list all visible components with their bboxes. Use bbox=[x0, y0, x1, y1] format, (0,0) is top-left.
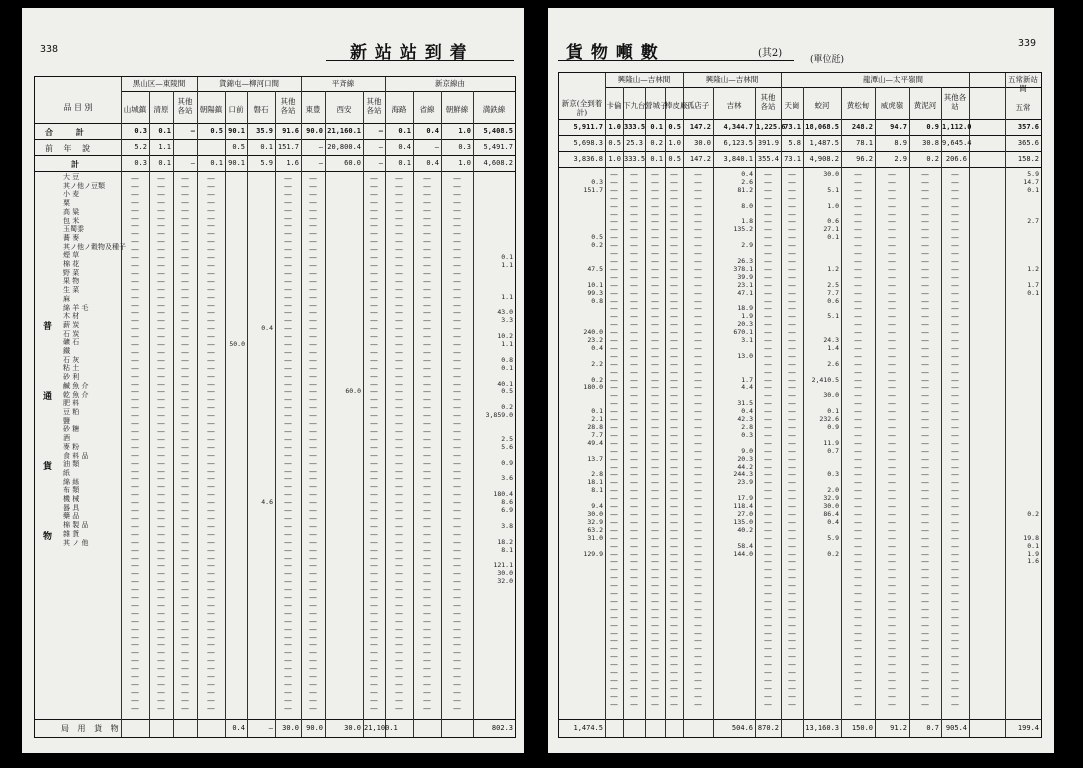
table-cell: 0.1 bbox=[158, 159, 171, 167]
table-cell: — bbox=[318, 143, 323, 151]
group-header: 平斉線 bbox=[331, 79, 355, 88]
table-cell: 1,225.6 bbox=[756, 123, 786, 131]
column-header: 營城子 bbox=[645, 101, 668, 110]
column-header: 朝陽鎮 bbox=[199, 105, 223, 114]
dash-column: — — — — — — — — — — — — — — — — — — — — — — — — — — — — — — — — — — — — — — — — — — — — — — — — — — — — — — — — — — — — — — — — — — — — bbox=[951, 170, 959, 709]
table-cell: — bbox=[434, 143, 439, 151]
table-cell: 91.6 bbox=[282, 127, 299, 135]
table-cell: 355.4 bbox=[757, 155, 779, 163]
column-header: 下九台 bbox=[623, 101, 646, 110]
group-header: 貨錦屯—柳河口間 bbox=[219, 79, 279, 88]
dash-column: — — — — — — — — — — — — — — — — — — — — — — — — — — — — — — — — — — — — — — — — — — — — — — — — — — — — — — — — — — — — — — — — — — — — bbox=[423, 174, 431, 713]
table-cell: 4,608.2 bbox=[483, 159, 513, 167]
table-cell: 1.6 bbox=[286, 159, 299, 167]
dash-column: — — — — — — — — — — — — — — — — — — — — — — — — — — — — — — — — — — — — — — — — — — — — — — — — — — — — — — — — — — — — — — — — — — — — bbox=[370, 174, 378, 713]
table-cell: 0.1 bbox=[650, 155, 663, 163]
column-header: 蛟河 bbox=[814, 101, 830, 110]
col-rule bbox=[473, 91, 474, 737]
table-cell: 0.1 bbox=[210, 159, 223, 167]
table-cell: 158.2 bbox=[1017, 155, 1039, 163]
table-cell: 9,645.4 bbox=[942, 139, 972, 147]
table-cell: 25.3 bbox=[626, 139, 643, 147]
table-cell: 94.7 bbox=[890, 123, 907, 131]
kouga-column: 30.0 5.1 1.0 0.6 27.1 0.1 1.2 2.5 7.7 0.6 5.1 24.3 1.4 2.6 2,410.5 30.0 0.1 232.6 0.9 11.9 0.7 0.3 2.0 32.9 30.0 86.4 0.4 5.9 0.2 bbox=[811, 170, 839, 558]
table-cell: 73.1 bbox=[784, 155, 801, 163]
table-cell: 1.0 bbox=[608, 155, 621, 163]
table-cell: 147.2 bbox=[689, 123, 711, 131]
left-table bbox=[34, 76, 516, 738]
dash-column: — — — — — — — — — — — — — — — — — — — — — — — — — — — — — — — — — — — — — — — — — — — — — — — — — — — — — — — — — — — — — — — — — — — — bbox=[694, 170, 702, 709]
stub-header: 品 目 別 bbox=[63, 103, 93, 112]
table-cell: 5,408.5 bbox=[483, 127, 513, 135]
table-cell: 30.0 bbox=[694, 139, 711, 147]
dash-column: — — — — — — — — — — — — — — — — — — — — — — — — — — — — — — — — — — — — — — — — — — — — — — — — — — — — — — — — — — — — — — — — — — — — bbox=[764, 170, 772, 709]
table-cell: 5,491.7 bbox=[483, 143, 513, 151]
bottom-cell: 905.4 bbox=[945, 724, 967, 732]
table-cell: — bbox=[190, 159, 195, 167]
dash-column: — — — — — — — — — — — — — — — — — — — — — — — — — — — — — — — — — — — — — — — — — — — — — — — — — — — — — — — — — — — — — — — — — — — — bbox=[453, 174, 461, 713]
gojo-column: 5.9 14.7 0.1 2.7 1.2 1.7 0.1 0.2 19.8 0.1 1.9 1.6 bbox=[1023, 170, 1039, 566]
side-category-label: 貨 bbox=[43, 462, 53, 472]
column-header: 其他各站 bbox=[280, 97, 296, 115]
bottom-cell: 30.0 bbox=[282, 724, 299, 732]
table-cell: 78.1 bbox=[856, 139, 873, 147]
table-cell: 21,160.1 bbox=[327, 127, 361, 135]
right-page bbox=[548, 8, 1054, 753]
column-header: 黄泥河 bbox=[913, 101, 937, 110]
table-cell: 4,344.7 bbox=[723, 123, 753, 131]
column-header: 黄松甸 bbox=[846, 101, 870, 110]
table-cell: 0.5 bbox=[668, 155, 681, 163]
table-cell: 0.3 bbox=[458, 143, 471, 151]
table-cell: 0.4 bbox=[426, 127, 439, 135]
table-cell: 0.9 bbox=[926, 123, 939, 131]
dash-column: — — — — — — — — — — — — — — — — — — — — — — — — — — — — — — — — — — — — — — — — — — — — — — — — — — — — — — — — — — — — — — — — — — — — bbox=[131, 174, 139, 713]
table-cell: 3,840.1 bbox=[723, 155, 753, 163]
dash-column: — — — — — — — — — — — — — — — — — — — — — — — — — — — — — — — — — — — — — — — — — — — — — — — — — — — — — — — — — — — — — — — — — — — — bbox=[610, 170, 618, 709]
table-cell: 0.1 bbox=[398, 159, 411, 167]
table-cell: — bbox=[318, 159, 323, 167]
table-cell: — bbox=[378, 143, 383, 151]
dash-column: — — — — — — — — — — — — — — — — — — — — — — — — — — — — — — — — — — — — — — — — — — — — — — — — — — — — — — — — — — — — — — — — — — — — bbox=[395, 174, 403, 713]
side-category-label: 通 bbox=[43, 392, 53, 402]
table-cell: — bbox=[190, 127, 195, 135]
dash-column: — — — — — — — — — — — — — — — — — — — — — — — — — — — — — — — — — — — — — — — — — — — — — — — — — — — — — — — — — — — — — — — — — — — — bbox=[651, 170, 659, 709]
dash-column: — — — — — — — — — — — — — — — — — — — — — — — — — — — — — — — — — — — — — — — — — — — — — — — — — — — — — — — — — — — — — — — — — — — — bbox=[921, 170, 929, 709]
side-category-label: 物 bbox=[43, 532, 53, 542]
table-cell: 8.9 bbox=[894, 139, 907, 147]
group-header: 興隆山—吉林間 bbox=[705, 75, 759, 84]
table-cell: 1.0 bbox=[458, 127, 471, 135]
dash-column: — — — — — — — — — — — — — — — — — — — — — — — — — — — — — — — — — — — — — — — — — — — — — — — — — — — — — — — — — — — — — — — — — — — — bbox=[888, 170, 896, 709]
table-cell: 0.4 bbox=[398, 143, 411, 151]
column-header: 五常 bbox=[1015, 103, 1031, 112]
table-cell: 1.0 bbox=[608, 123, 621, 131]
table-cell: 1.0 bbox=[668, 139, 681, 147]
table-cell: 147.2 bbox=[689, 155, 711, 163]
dash-column: — — — — — — — — — — — — — — — — — — — — — — — — — — — — — — — — — — — — — — — — — — — — — — — — — — — — — — — — — — — — — — — — — — — — bbox=[284, 174, 292, 713]
column-header: 其他各站 bbox=[943, 93, 967, 111]
table-cell: 0.1 bbox=[398, 127, 411, 135]
table-cell: 1.0 bbox=[458, 159, 471, 167]
table-cell: 90.1 bbox=[228, 159, 245, 167]
bottom-cell: 199.4 bbox=[1017, 724, 1039, 732]
seian-column: 60.0 bbox=[345, 387, 361, 396]
table-cell: 0.2 bbox=[650, 139, 663, 147]
table-cell: 90.0 bbox=[306, 127, 323, 135]
dash-column: — — — — — — — — — — — — — — — — — — — — — — — — — — — — — — — — — — — — — — — — — — — — — — — — — — — — — — — — — — — — — — — — — — — — bbox=[157, 174, 165, 713]
table-cell: 151.7 bbox=[277, 143, 299, 151]
dash-column: — — — — — — — — — — — — — — — — — — — — — — — — — — — — — — — — — — — — — — — — — — — — — — — — — — — — — — — — — — — — — — — — — — — — bbox=[788, 170, 796, 709]
dash-column: — — — — — — — — — — — — — — — — — — — — — — — — — — — — — — — — — — — — — — — — — — — — — — — — — — — — — — — — — — — — — — — — — — — — bbox=[630, 170, 638, 709]
left-page-number: 338 bbox=[40, 44, 59, 55]
column-header: 清原 bbox=[153, 105, 169, 114]
table-cell: 248.2 bbox=[851, 123, 873, 131]
table-cell: 0.1 bbox=[650, 123, 663, 131]
table-cell: 1,487.5 bbox=[809, 139, 839, 147]
bottom-row-label: 局 用 貨 物 bbox=[61, 724, 122, 733]
table-cell: 6,123.5 bbox=[723, 139, 753, 147]
table-cell: — bbox=[378, 159, 383, 167]
right-page-number: 339 bbox=[1017, 38, 1036, 49]
bottom-cell: 504.6 bbox=[731, 724, 753, 732]
table-cell: 60.0 bbox=[344, 159, 361, 167]
group-header: 新京線由 bbox=[435, 79, 465, 88]
group-header: 龍潭山—太平嶺間 bbox=[863, 75, 923, 84]
table-cell: 0.3 bbox=[134, 159, 147, 167]
table-cell: 0.2 bbox=[926, 155, 939, 163]
bottom-cell: 13,160.3 bbox=[805, 724, 839, 732]
bottom-cell: 1,474.5 bbox=[573, 724, 603, 732]
bottom-cell: 802.3 bbox=[491, 724, 513, 732]
dash-column: — — — — — — — — — — — — — — — — — — — — — — — — — — — — — — — — — — — — — — — — — — — — — — — — — — — — — — — — — — — — — — — — — — — — bbox=[181, 174, 189, 713]
table-cell: 0.5 bbox=[210, 127, 223, 135]
table-cell: 5.9 bbox=[260, 159, 273, 167]
category-list: 大 豆 其ノ他ノ豆類 小 麦 粟 高 粱 包 米 玉蜀黍 蕎 麥 其ノ他ノ穀物及種子 煙 草 棉 花 野 菜 果 物 生 菜 麻 綿 羊 毛 木 材 薪 炭 石 炭 礦 石 鐵 石 灰 粘 土 砂 利 鹹 魚 介 乾 魚 介 肥 料 豆 粕 鹽 砂 糖 酒 麥 粉 食 料 品 油 類 紙 綿 絲 布 類 機 械 器 具 藥 品 棉 製 品 雜 貨 其 ノ 他 bbox=[63, 173, 126, 547]
column-header: 満鉄線 bbox=[482, 105, 506, 114]
column-header: 山城鎮 bbox=[123, 105, 147, 114]
bottom-cell: 150.0 bbox=[851, 724, 873, 732]
table-cell: 96.2 bbox=[856, 155, 873, 163]
column-header: 棒皮廠 bbox=[665, 101, 688, 110]
col-rule bbox=[713, 87, 714, 737]
table-cell: 2.9 bbox=[894, 155, 907, 163]
title-underline bbox=[326, 60, 514, 61]
group-header: 興隆山—吉林間 bbox=[617, 75, 671, 84]
table-cell: 73.1 bbox=[784, 123, 801, 131]
col-rule bbox=[969, 73, 970, 737]
right-page-title: 貨 物 噸 數 bbox=[566, 43, 659, 63]
column-header: 其他各站 bbox=[760, 93, 776, 111]
column-header: 孤店子 bbox=[686, 101, 710, 110]
dash-column: — — — — — — — — — — — — — — — — — — — — — — — — — — — — — — — — — — — — — — — — — — — — — — — — — — — — — — — — — — — — — — — — — — — — bbox=[309, 174, 317, 713]
iwaishi-column: 0.4 4.6 bbox=[261, 324, 273, 507]
kuchimae-column: 50.0 bbox=[229, 340, 245, 349]
unit-label: (單位瓩) bbox=[810, 55, 845, 65]
table-cell: 4,908.2 bbox=[809, 155, 839, 163]
table-cell: 18,068.5 bbox=[805, 123, 839, 131]
column-header: 省線 bbox=[419, 105, 435, 114]
dash-column: — — — — — — — — — — — — — — — — — — — — — — — — — — — — — — — — — — — — — — — — — — — — — — — — — — — — — — — — — — — — — — — — — — — — bbox=[670, 170, 678, 709]
row-label-total: 合 計 bbox=[45, 127, 94, 137]
bottom-cell: 30.0 bbox=[344, 724, 361, 732]
table-cell: — bbox=[378, 127, 383, 135]
column-header: 卡倫 bbox=[606, 101, 622, 110]
table-cell: 365.6 bbox=[1017, 139, 1039, 147]
bottom-cell: 91.2 bbox=[890, 724, 907, 732]
column-header: 天崗 bbox=[784, 101, 800, 110]
table-cell: 0.4 bbox=[426, 159, 439, 167]
table-cell: 5,911.7 bbox=[573, 123, 603, 131]
table-cell: 20,800.4 bbox=[327, 143, 361, 151]
mantetsu-column: 0.1 1.1 1.1 43.0 3.3 10.2 1.1 0.8 0.1 40.1 0.5 0.2 3,859.0 2.5 5.6 0.9 3.6 180.4 8.6 6.9 3.8 18.2 8.1 121.1 30.0 32.0 bbox=[485, 253, 513, 586]
dash-column: — — — — — — — — — — — — — — — — — — — — — — — — — — — — — — — — — — — — — — — — — — — — — — — — — — — — — — — — — — — — — — — — — — — — bbox=[207, 174, 215, 713]
group-header-rule bbox=[121, 91, 515, 92]
column-header: 其他各站 bbox=[366, 97, 382, 115]
row-label-subtotal: 計 bbox=[71, 159, 79, 169]
column-header: 東豊 bbox=[305, 105, 321, 114]
table-cell: 5.2 bbox=[134, 143, 147, 151]
table-cell: 0.5 bbox=[668, 123, 681, 131]
col-rule bbox=[1005, 73, 1006, 737]
column-header: 新京(全到着計) bbox=[561, 99, 603, 117]
column-header: 海路 bbox=[391, 105, 407, 114]
table-cell: 1,112.0 bbox=[942, 123, 972, 131]
table-cell: 1.1 bbox=[158, 143, 171, 151]
right-page-subtitle: (其2) bbox=[758, 48, 783, 59]
table-cell: 30.8 bbox=[922, 139, 939, 147]
table-cell: 391.9 bbox=[757, 139, 779, 147]
table-cell: 0.1 bbox=[158, 127, 171, 135]
right-table bbox=[558, 72, 1042, 738]
table-cell: 0.5 bbox=[608, 139, 621, 147]
table-cell: 0.1 bbox=[260, 143, 273, 151]
bottom-cell: — bbox=[268, 724, 273, 732]
bottom-cell: 0.7 bbox=[926, 724, 939, 732]
group-header: 黒山区—東陵間 bbox=[132, 79, 186, 88]
column-header: 西安 bbox=[336, 105, 352, 114]
side-category-label: 普 bbox=[43, 322, 53, 332]
bottom-cell: 0.4 bbox=[232, 724, 245, 732]
shinkyo-column: 0.3 151.7 0.5 0.2 47.5 10.1 99.3 0.8 240.0 23.2 0.4 2.2 0.2 180.0 0.1 2.1 28.8 7.7 49.4 13.7 2.8 18.1 8.1 9.4 30.0 32.9 63.2 31.0 129.9 bbox=[583, 177, 603, 558]
bottom-cell: 21,100.1 bbox=[364, 724, 398, 732]
column-header: 其他各站 bbox=[177, 97, 193, 115]
kitsurin-column: 0.4 2.6 81.2 8.0 1.8 135.2 2.9 26.3 378.1 39.9 23.1 47.1 18.9 1.9 20.3 670.1 3.1 13.0 1.7 4.4 31.5 0.4 42.3 2.8 0.3 9.0 20.3 44.2 244.3 23.9 17.9 118.4 27.0 135.0 40.2 58.4 144.0 bbox=[733, 170, 753, 558]
col-rule bbox=[803, 87, 804, 737]
table-cell: 90.1 bbox=[228, 127, 245, 135]
table-cell: 0.5 bbox=[232, 143, 245, 151]
column-header: 磐石 bbox=[253, 105, 269, 114]
title-underline bbox=[558, 60, 794, 61]
table-cell: 0.3 bbox=[134, 127, 147, 135]
table-cell: 5,698.3 bbox=[573, 139, 603, 147]
group-header-rule bbox=[605, 87, 1041, 88]
left-page bbox=[22, 8, 524, 753]
table-cell: 333.5 bbox=[624, 123, 646, 131]
left-page-title: 新 站 站 到 着 bbox=[350, 43, 468, 63]
column-header: 吉林 bbox=[726, 101, 742, 110]
table-cell: 5.8 bbox=[788, 139, 801, 147]
column-header: 朝鮮線 bbox=[445, 105, 469, 114]
table-cell: 3,836.8 bbox=[573, 155, 603, 163]
row-label-prev-year: 前 年 說 bbox=[45, 144, 95, 153]
bottom-cell: 90.0 bbox=[306, 724, 323, 732]
group-header: 五常新站間 bbox=[1008, 75, 1038, 93]
table-cell: 206.6 bbox=[945, 155, 967, 163]
column-header: 口前 bbox=[228, 105, 244, 114]
bottom-cell: 870.2 bbox=[757, 724, 779, 732]
table-cell: 35.9 bbox=[256, 127, 273, 135]
dash-column: — — — — — — — — — — — — — — — — — — — — — — — — — — — — — — — — — — — — — — — — — — — — — — — — — — — — — — — — — — — — — — — — — — — — bbox=[854, 170, 862, 709]
column-header: 威虎嶺 bbox=[880, 101, 904, 110]
table-cell: 333.5 bbox=[624, 155, 646, 163]
table-cell: 357.6 bbox=[1017, 123, 1039, 131]
